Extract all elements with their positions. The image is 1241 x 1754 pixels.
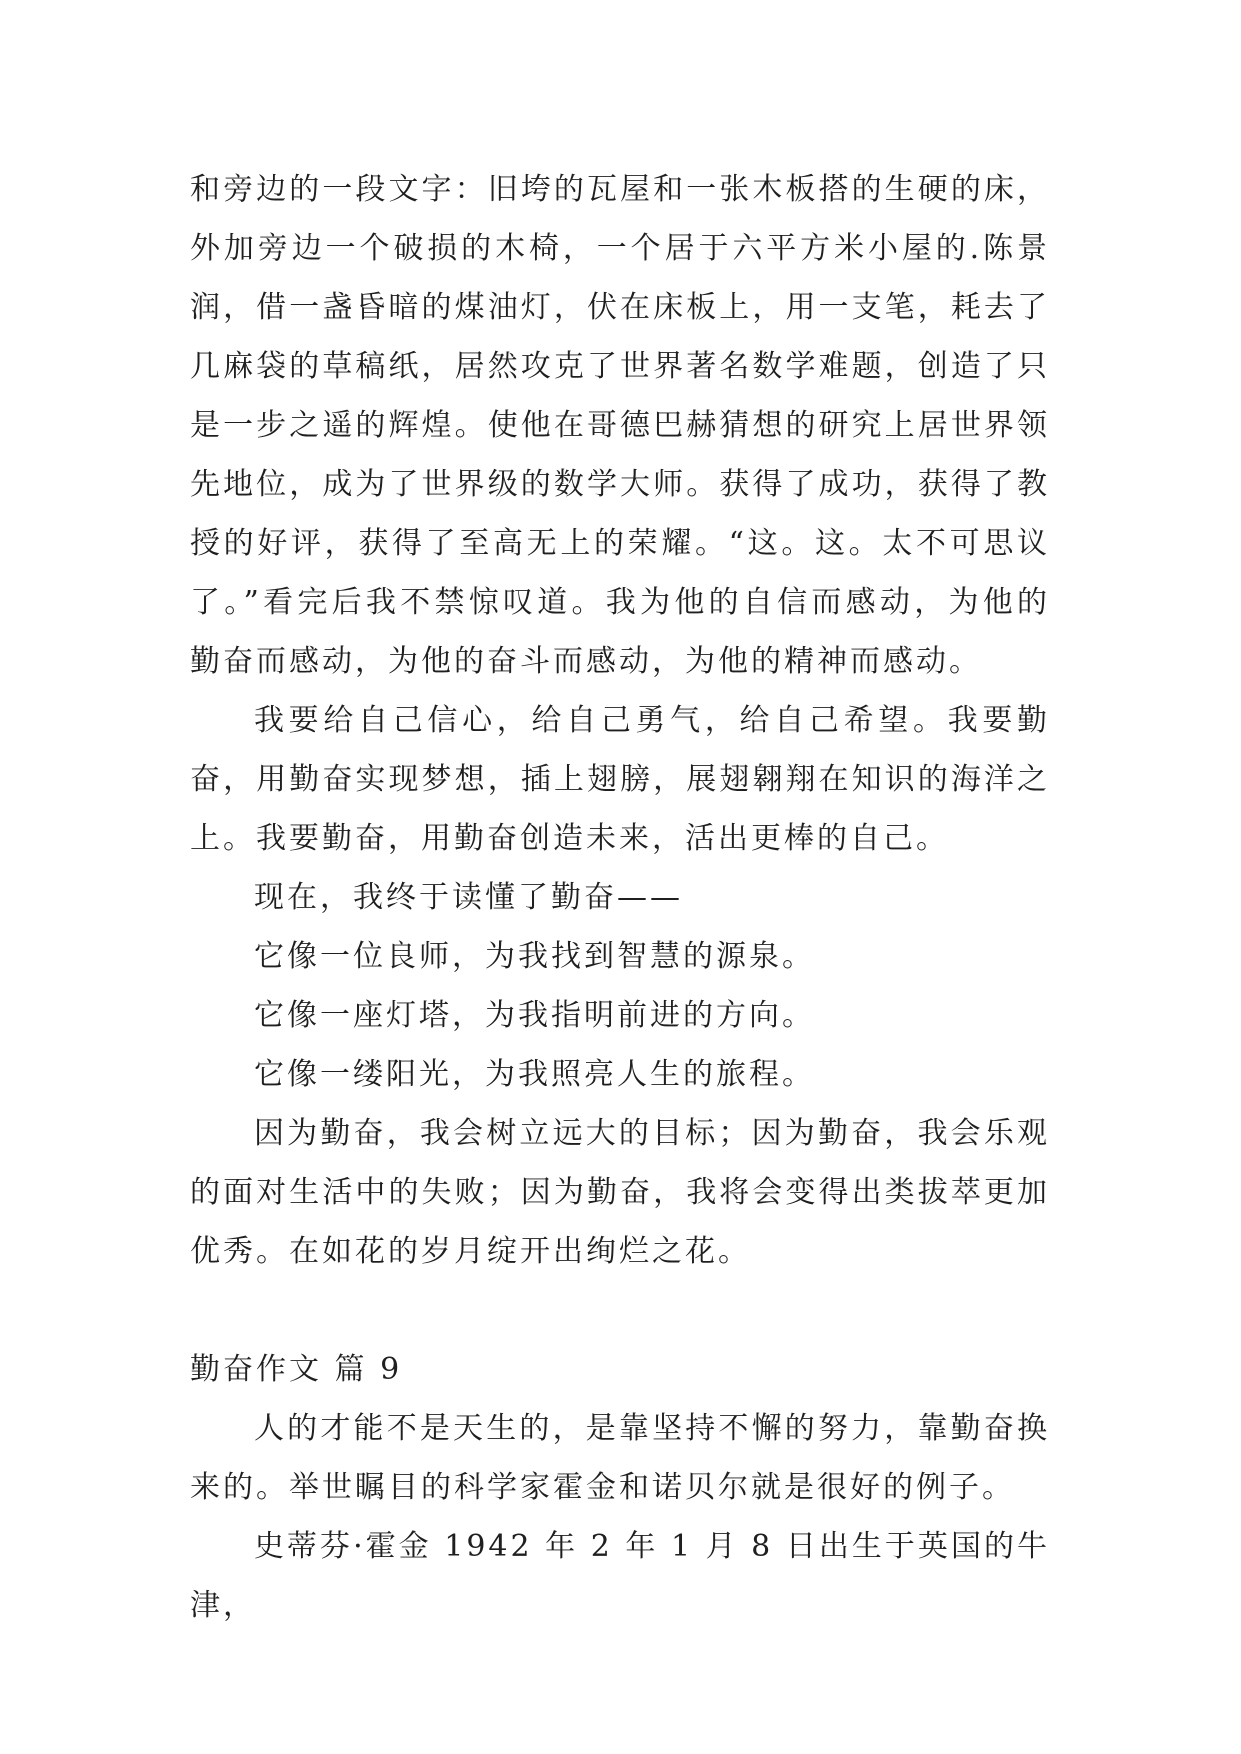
paragraph-lighthouse: 它像一座灯塔，为我指明前进的方向。 <box>254 998 815 1033</box>
paragraph-self-belief: 我要给自己信心，给自己勇气，给自己希望。我要勤奋，用勤奋实现梦想，插上翅膀，展翅翱翔在知识的海洋之上。我要勤奋，用勤奋创造未来，活出更棒的自己。 <box>190 703 1050 856</box>
section-title: 勤奋作文 篇 9 <box>190 1352 403 1387</box>
paragraph-hawking-birth: 史蒂芬·霍金 1942 年 2 年 1 月 8 日出生于英国的牛津， <box>190 1529 1050 1623</box>
paragraph-talent-not-innate: 人的才能不是天生的，是靠坚持不懈的努力，靠勤奋换来的。举世瞩目的科学家霍金和诺贝尔就是很好的例子。 <box>190 1411 1050 1505</box>
paragraph-chen-jingrun: 和旁边的一段文字：旧垮的瓦屋和一张木板搭的生硬的床，外加旁边一个破损的木椅，一个居于六平方米小屋的.陈景润，借一盏昏暗的煤油灯，伏在床板上，用一支笔，耗去了几麻袋的草稿纸，居然攻克了世界著名数学难题，创造了只是一步之遥的辉煌。使他在哥德巴赫猜想的研究上居世界领先地位，成为了世界级的数学大师。获得了成功，获得了教授的好评，获得了至高无上的荣耀。“这。这。太不可思议了。”看完后我不禁惊叹道。我为他的自信而感动，为他的勤奋而感动，为他的奋斗而感动，为他的精神而感动。 <box>190 172 1050 679</box>
paragraph-good-teacher: 它像一位良师，为我找到智慧的源泉。 <box>254 939 815 974</box>
paragraph-because-diligence: 因为勤奋，我会树立远大的目标；因为勤奋，我会乐观的面对生活中的失败；因为勤奋，我将会变得出类拔萃更加优秀。在如花的岁月绽开出绚烂之花。 <box>190 1116 1050 1269</box>
paragraph-understood-diligence: 现在，我终于读懂了勤奋—— <box>254 880 683 915</box>
document-body <box>190 160 1050 1635</box>
paragraph-sunlight: 它像一缕阳光，为我照亮人生的旅程。 <box>254 1057 815 1092</box>
